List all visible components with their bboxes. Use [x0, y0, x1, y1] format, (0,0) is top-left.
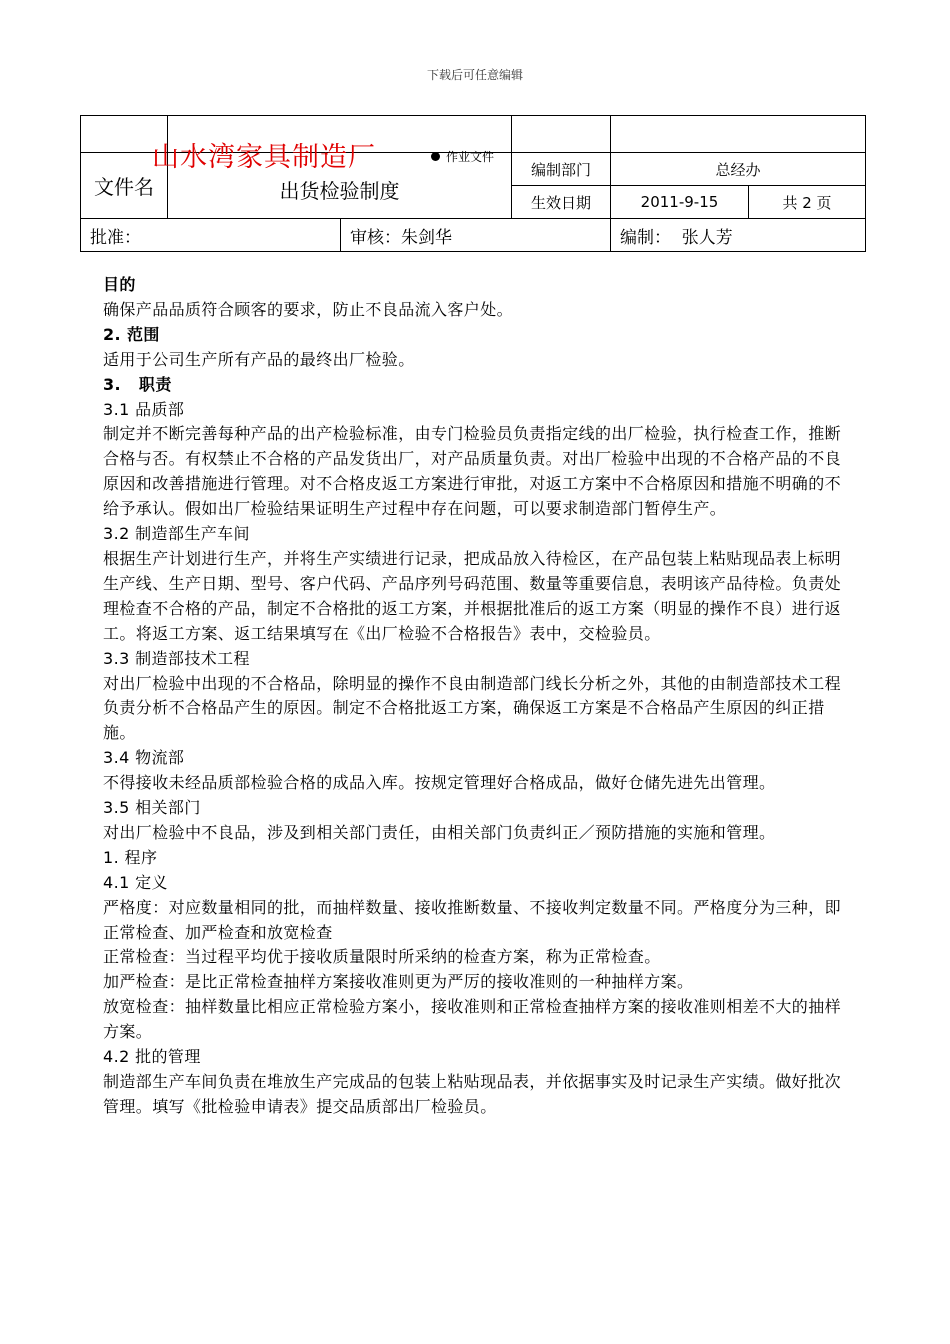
- date-label: 生效日期: [512, 186, 611, 219]
- body-paragraph: 确保产品品质符合顾客的要求，防止不良品流入客户处。: [103, 299, 514, 319]
- body-paragraph: 3.3 制造部技术工程: [103, 648, 250, 668]
- body-paragraph: 放宽检查：抽样数量比相应正常检验方案小，接收准则和正常检查抽样方案的接收准则相差不大的抽样方案。: [103, 997, 842, 1042]
- body-paragraph: 3.2 制造部生产车间: [103, 524, 250, 544]
- body-paragraph: 1. 程序: [103, 847, 158, 867]
- body-paragraph: 不得接收未经品质部检验合格的成品入库。按规定管理好合格成品，做好仓储先进先出管理。: [103, 773, 776, 793]
- body-paragraph: 制定并不断完善每种产品的出产检验标准，由专门检验员负责指定线的出厂检验，执行检查工作，推断合格与否。有权禁止不合格的产品发货出厂，对产品质量负责。对出厂检验中出现的不合格产品的不良原因和改善措施进行管理。对不合格皮返工方案进行审批，对返工方案中不合格原因和措施不明确的不给予承认。假如出厂检验结果证明生产过程中存在问题，可以要求制造部门暂停生产。: [103, 424, 842, 519]
- body-paragraph: 3.4 物流部: [103, 748, 185, 768]
- document-body: [103, 273, 853, 1120]
- header-blank-cell: [512, 116, 611, 153]
- bullet-icon: [431, 152, 440, 161]
- date-value: 2011-9-15: [611, 186, 749, 219]
- body-paragraph: 严格度：对应数量相同的批，而抽样数量、接收推断数量、不接收判定数量不同。严格度分为三种，即正常检查、加严检查和放宽检查: [103, 897, 842, 942]
- body-paragraph: 对出厂检验中不良品，涉及到相关部门责任，由相关部门负责纠正／预防措施的实施和管理。: [103, 822, 776, 842]
- compile-field: 编制： 张人芳: [611, 219, 866, 252]
- doc-type-label: 作业文件: [446, 150, 495, 164]
- body-paragraph: 制造部生产车间负责在堆放生产完成品的包装上粘贴现品表，并依据事实及时记录生产实绩。做好批次管理。填写《批检验申请表》提交品质部出厂检验员。: [103, 1072, 842, 1116]
- page-count: 共 2 页: [749, 186, 866, 219]
- body-paragraph: 4.1 定义: [103, 872, 168, 892]
- body-paragraph: 根据生产计划进行生产，并将生产实绩进行记录，把成品放入待检区，在产品包装上粘贴现品表上标明生产线、生产日期、型号、客户代码、产品序列号码范围、数量等重要信息，表明该产品待检。负责处理检查不合格的产品，制定不合格批的返工方案，并根据批准后的返工方案（明显的操作不良）进行返工。将返工方案、返工结果填写在《出厂检验不合格报告》表中，交检验员。: [103, 548, 842, 643]
- body-paragraph: 对出厂检验中出现的不合格品，除明显的操作不良由制造部门线长分析之外，其他的由制造部技术工程负责分析不合格品产生的原因。制定不合格批返工方案，确保返工方案是不合格品产生原因的纠正措施。: [103, 673, 842, 743]
- body-paragraph: 3.5 相关部门: [103, 798, 201, 818]
- document-title: 出货检验制度: [168, 153, 512, 219]
- approve-field: 批准：: [81, 219, 341, 252]
- dept-label: 编制部门: [512, 153, 611, 186]
- body-paragraph: 3. 职责: [103, 374, 172, 394]
- review-field: 审核：朱剑华: [341, 219, 611, 252]
- body-paragraph: 3.1 品质部: [103, 399, 185, 419]
- body-paragraph: 4.2 批的管理: [103, 1047, 201, 1067]
- body-paragraph: 正常检查：当过程平均优于接收质量限时所采纳的检查方案，称为正常检查。: [103, 947, 661, 967]
- body-paragraph: 2. 范围: [103, 324, 160, 344]
- file-name-label: 文件名: [81, 153, 168, 219]
- company-name: 山水湾家具制造厂: [152, 142, 376, 173]
- body-paragraph: 加严检查：是比正常检查抽样方案接收准则更为严厉的接收准则的一种抽样方案。: [103, 972, 694, 992]
- watermark-text: 下载后可任意编辑: [426, 68, 523, 82]
- dept-value: 总经办: [611, 153, 866, 186]
- body-paragraph: 目的: [103, 275, 136, 294]
- doc-type-marker: [431, 148, 494, 165]
- body-paragraph: 适用于公司生产所有产品的最终出厂检验。: [103, 349, 415, 369]
- header-blank-cell: [611, 116, 866, 153]
